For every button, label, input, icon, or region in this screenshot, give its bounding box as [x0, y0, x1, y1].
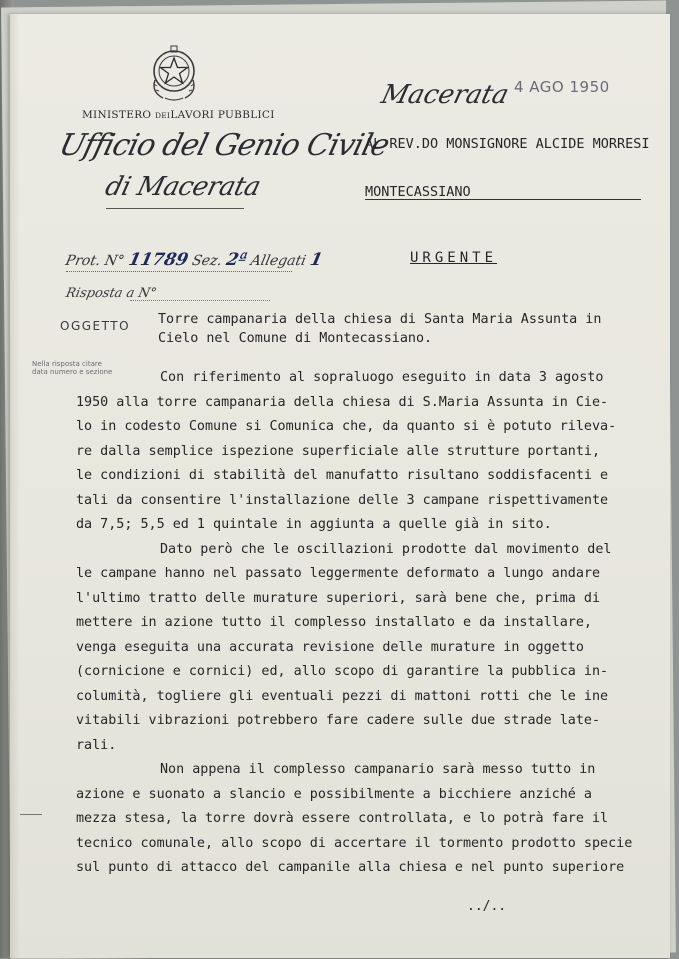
page-continuation-mark: ../..	[467, 899, 507, 914]
urgent-label: URGENTE	[410, 250, 498, 266]
section-label: Sez.	[190, 253, 224, 269]
body-line: lo in codesto Comune si Comunica che, da quanto si è potuto rileva-	[76, 419, 617, 434]
protocol-number: 11789	[126, 250, 191, 270]
date-stamp: 4 AGO 1950	[514, 78, 610, 96]
recipient-town: MONTECASSIANO	[365, 184, 471, 200]
margin-note	[32, 360, 112, 376]
protocol-label: Prot. N°	[64, 253, 126, 269]
subject-line: Cielo nel Comune di Montecassiano.	[158, 331, 433, 346]
body-line: sul punto di attacco del campanile alla chiesa e nel punto superiore	[76, 860, 625, 875]
protocol-reference	[64, 250, 324, 270]
body-line: mezza stesa, la torre dovrà essere controllata, e lo potrà fare il	[76, 811, 609, 826]
ministry-heading: MINISTERO DEILAVORI PUBBLICI	[82, 109, 275, 121]
protocol-dotted-rule	[66, 271, 292, 272]
subject-line: Torre campanaria della chiesa di Santa Maria Assunta in	[158, 312, 602, 327]
body-line: vitabili vibrazioni potrebbero fare cadere sulle due strade late-	[76, 713, 601, 728]
office-name-line2: di Macerata	[102, 172, 264, 202]
body-line: tali da consentire l'installazione delle 3 campane rispettivamente	[76, 493, 609, 508]
attachments-label: Allegati	[249, 253, 308, 269]
recipient-name: AL REV.DO MONSIGNORE ALCIDE MORRESI	[365, 136, 650, 152]
margin-note-line: Nella risposta citare	[32, 360, 102, 368]
body-line: (cornicione e cornici) ed, allo scopo di garantire la pubblica in-	[76, 664, 609, 679]
body-line: le campane hanno nel passato leggermente deformato a lungo andare	[76, 566, 601, 581]
body-line: le condizioni di stabilità del manufatto risultano soddisfacenti e	[76, 468, 609, 483]
reply-reference: Risposta a N°	[64, 286, 158, 301]
body-line: mettere in azione tutto il complesso installato e da installare,	[76, 615, 592, 630]
italian-republic-emblem-icon	[147, 44, 201, 104]
body-line: re dalla semplice ispezione superficiale alle strutture portanti,	[76, 444, 601, 459]
body-line: l'ultimo tratto delle murature superiori, sarà bene che, prima di	[76, 591, 601, 606]
body-line: azione e suonato a slancio e possibilmente a bicchiere anziché a	[76, 787, 592, 802]
body-line: rali.	[76, 738, 117, 753]
body-line: Non appena il complesso campanario sarà messo tutto in	[160, 762, 596, 777]
subject-label: OGGETTO	[60, 319, 131, 333]
body-line: columità, togliere gli eventuali pezzi di mattoni rotti che le ine	[76, 689, 609, 704]
body-line: tecnico comunale, allo scopo di accertare il tormento prodotto specie	[76, 836, 633, 851]
recipient-underline	[365, 199, 641, 200]
reply-dotted-rule	[130, 300, 270, 301]
office-underline	[106, 208, 244, 209]
body-line: 1950 alla torre campanaria della chiesa di S.Maria Assunta in Cie-	[76, 395, 609, 410]
subject-text	[158, 310, 601, 348]
letter-page	[10, 14, 670, 958]
body-line: da 7,5; 5,5 ed 1 quintale in aggiunta a quelle già in sito.	[76, 517, 552, 532]
body-line: venga eseguita una accurata revisione delle murature in oggetto	[76, 640, 584, 655]
body-line: Con riferimento al sopraluogo eseguito in data 3 agosto	[160, 370, 604, 385]
margin-mark	[20, 814, 42, 815]
city-name: Macerata	[378, 80, 512, 110]
page-edge-shadow	[10, 14, 20, 958]
margin-note-line: data numero e sezione	[32, 368, 113, 376]
office-name-line1: Ufficio del Genio Civile	[55, 128, 393, 163]
attachments-value: 1	[308, 250, 325, 270]
section-value: 2ª	[224, 250, 249, 270]
body-line: Dato però che le oscillazioni prodotte dal movimento del	[160, 542, 612, 557]
